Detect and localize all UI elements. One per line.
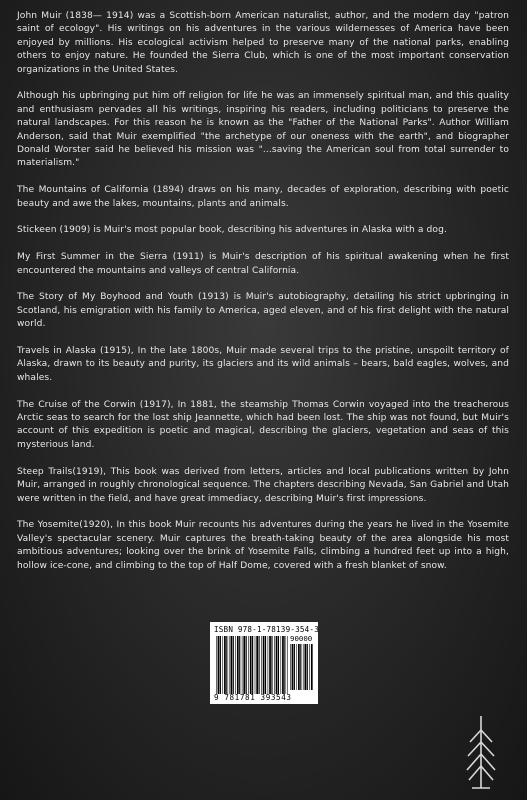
paragraph-mountains-of-california: The Mountains of California (1894) draws on his many, decades of exploration, describing with poetic beauty and awe the lakes, mountains, plants and animals. <box>17 185 509 209</box>
isbn-barcode <box>210 622 318 704</box>
back-cover-text <box>17 10 509 586</box>
addon-barcode-bars <box>290 644 314 690</box>
paragraph-intro: John Muir (1838— 1914) was a Scottish-born American naturalist, author, and the modern day "patron saint of ecology". His writings on his adventures in the various wildernesses of America have been enjoyed by millions. His ecological activism helped to preserve many of the national parks, enabling others to enjoy nature. He founded the Sierra Club, which is one of the most important conservation organizations in the United States. <box>17 11 509 75</box>
isbn-text: ISBN 978-1-78139-354-3 <box>214 625 319 634</box>
addon-number: 90000 <box>290 634 313 643</box>
paragraph-boyhood-and-youth: The Story of My Boyhood and Youth (1913) is Muir's autobiography, detailing his strict upbringing in Scotland, his emigration with his family to America, aged eleven, and of his first delight with the natural world. <box>17 292 509 330</box>
paragraph-travels-in-alaska: Travels in Alaska (1915), In the late 1800s, Muir made several trips to the pristine, unspoilt territory of Alaska, drawn to its beauty and purity, its glaciers and its wild animals – bears, bald eagles, wolves, and whales. <box>17 346 509 383</box>
paragraph-spirituality: Although his upbringing put him off religion for life he was an immensely spiritual man, and this quality and enthusiasm pervades all his writings, inspiring his readers, including politicians to preserve the natural landscapes. For this reason he is known as the "Father of the National Parks". Author William Anderson, said that Muir exemplified "the archetype of our oneness with the earth", and biographer Donald Worster said he believed his mission was "...saving the American soul from total surrender to materialism." <box>17 91 509 169</box>
paragraph-stickeen: Stickeen (1909) is Muir's most popular book, describing his adventures in Alaska with a dog. <box>17 225 447 236</box>
publisher-logo-icon <box>458 712 504 792</box>
ean-number: 9 781781 393543 <box>214 693 292 702</box>
paragraph-steep-trails: Steep Trails(1919), This book was derived from letters, articles and local publications written by John Muir, arranged in roughly chronological sequence. The chapters describing Nevada, San Gabriel and Utah were written in the field, and have great immediacy, describing Muir's first impressions. <box>17 466 509 504</box>
paragraph-cruise-of-the-corwin: The Cruise of the Corwin (1917), In 1881, the steamship Thomas Corwin voyaged into the treacherous Arctic seas to search for the lost ship Jeannette, which had been lost. The ship was not found, but Muir's account of this expedition is poetic and magical, describing the glaciers, vegetation and seas of this mysterious land. <box>17 399 509 450</box>
paragraph-the-yosemite: The Yosemite(1920), In this book Muir recounts his adventures during the years he lived in the Yosemite Valley's spectacular scenery. Muir captures the breath-taking beauty of the area alongside his most ambitious adventures; looking over the brink of Yosemite Falls, climbing a hundred feet up into a high, hollow ice-cone, and climbing to the top of Half Dome, covered with a fresh blanket of snow. <box>17 520 509 571</box>
paragraph-first-summer: My First Summer in the Sierra (1911) is Muir's description of his spiritual awakening when he first encountered the mountains and valleys of central California. <box>17 252 509 276</box>
ean-barcode-bars <box>216 636 288 694</box>
